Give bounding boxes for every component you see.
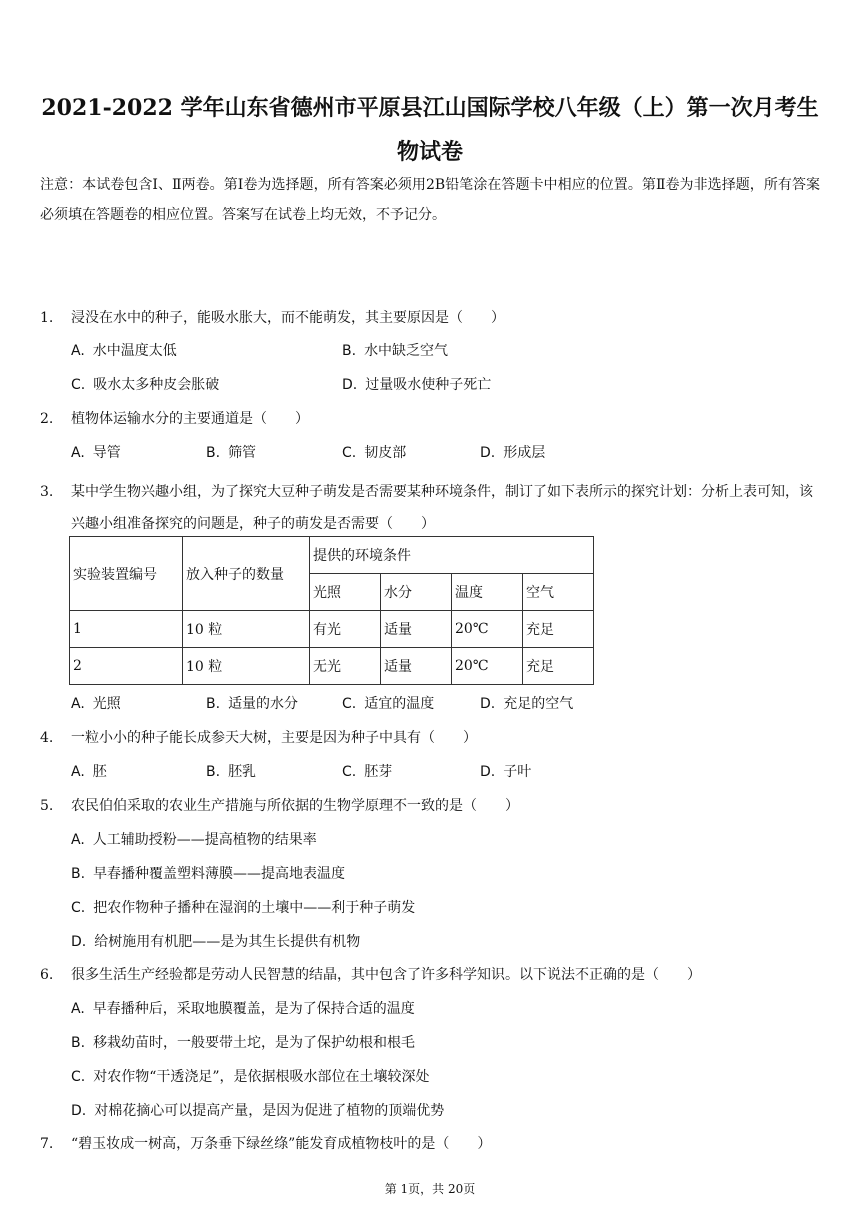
table-cell: 无光	[310, 648, 381, 685]
table-header-cell: 实验装置编号	[70, 537, 183, 611]
question-4-option-b: B. 胚乳	[206, 764, 257, 780]
title-line-1: 2021-2022 学年山东省德州市平原县江山国际学校八年级（上）第一次月考生	[41, 95, 819, 121]
exam-title	[40, 86, 820, 174]
table-cell: 20℃	[452, 648, 523, 685]
question-5-option-b: B. 早春播种覆盖塑料薄膜——提高地表温度	[71, 866, 346, 882]
table-cell: 20℃	[452, 611, 523, 648]
question-1-option-c: C. 吸水太多种皮会胀破	[71, 377, 220, 393]
table-subheader-cell: 光照	[310, 574, 381, 611]
exam-notice: 注意：本试卷包含Ⅰ、Ⅱ两卷。第Ⅰ卷为选择题，所有答案必须用2B铅笔涂在答题卡中相应的位置。第Ⅱ卷为非选择题，所有答案必须填在答题卷的相应位置。答案写在试卷上均无效，不予记分。	[40, 177, 820, 223]
question-number: 5.	[40, 798, 54, 814]
question-1-option-b: B. 水中缺乏空气	[342, 343, 449, 359]
question-6-option-c: C. 对农作物“干透浇足”，是依据根吸水部位在土壤较深处	[71, 1069, 430, 1085]
question-2-option-a: A. 导管	[71, 445, 121, 461]
question-5-option-c: C. 把农作物种子播种在湿润的土壤中——利于种子萌发	[71, 900, 416, 916]
question-5-option-d: D. 给树施用有机肥——是为其生长提供有机物	[71, 934, 361, 950]
table-row	[70, 648, 594, 685]
table-cell: 适量	[381, 648, 452, 685]
question-6-option-b: B. 移栽幼苗时，一般要带土坨，是为了保护幼根和根毛	[71, 1035, 416, 1051]
page-footer: 第 1页，共 20页	[384, 1182, 476, 1196]
question-text: 农民伯伯采取的农业生产措施与所依据的生物学原理不一致的是（ ）	[71, 798, 519, 814]
question-text: 某中学生物兴趣小组，为了探究大豆种子萌发是否需要某种环境条件，制订了如下表所示的探究计划：分析上表可知，该兴趣小组准备探究的问题是，种子的萌发是否需要（ ）	[71, 484, 813, 532]
question-6-option-d: D. 对棉花摘心可以提高产量，是因为促进了植物的顶端优势	[71, 1103, 445, 1119]
table-header-cell: 放入种子的数量	[183, 537, 310, 611]
table-subheader-cell: 温度	[452, 574, 523, 611]
question-text: 植物体运输水分的主要通道是（ ）	[71, 411, 309, 427]
table-row	[70, 611, 594, 648]
title-line-2: 物试卷	[396, 139, 463, 165]
question-4-option-a: A. 胚	[71, 764, 107, 780]
question-3-option-a: A. 光照	[71, 696, 121, 712]
table-header-cell: 提供的环境条件	[310, 537, 594, 574]
experiment-table	[69, 536, 594, 685]
question-2-option-c: C. 韧皮部	[342, 445, 407, 461]
table-subheader-cell: 水分	[381, 574, 452, 611]
question-text: 一粒小小的种子能长成参天大树，主要是因为种子中具有（ ）	[71, 730, 477, 746]
question-text: 浸没在水中的种子，能吸水胀大，而不能萌发，其主要原因是（ ）	[71, 310, 505, 326]
question-4-option-d: D. 子叶	[480, 764, 532, 780]
table-cell: 充足	[523, 611, 594, 648]
table-cell: 充足	[523, 648, 594, 685]
question-text: 很多生活生产经验都是劳动人民智慧的结晶，其中包含了许多科学知识。以下说法不正确的是（ ）	[71, 967, 701, 983]
question-3-option-d: D. 充足的空气	[480, 696, 574, 712]
table-cell: 1	[70, 611, 183, 648]
question-4-option-c: C. 胚芽	[342, 764, 393, 780]
question-2-option-d: D. 形成层	[480, 445, 546, 461]
question-2-option-b: B. 筛管	[206, 445, 257, 461]
question-5-option-a: A. 人工辅助授粉——提高植物的结果率	[71, 832, 317, 848]
table-cell: 10 粒	[183, 611, 310, 648]
question-text: “碧玉妆成一树高，万条垂下绿丝绦”能发育成植物枝叶的是（ ）	[71, 1136, 492, 1152]
question-1-option-a: A. 水中温度太低	[71, 343, 177, 359]
question-number: 6.	[40, 967, 54, 983]
question-number: 2.	[40, 411, 54, 427]
question-number: 1.	[40, 310, 54, 326]
table-cell: 有光	[310, 611, 381, 648]
question-number: 4.	[40, 730, 54, 746]
table-subheader-cell: 空气	[523, 574, 594, 611]
table-cell: 2	[70, 648, 183, 685]
question-number: 7.	[40, 1136, 54, 1152]
question-number: 3.	[40, 484, 54, 500]
table-cell: 10 粒	[183, 648, 310, 685]
question-3-option-b: B. 适量的水分	[206, 696, 299, 712]
table-cell: 适量	[381, 611, 452, 648]
question-6-option-a: A. 早春播种后，采取地膜覆盖，是为了保持合适的温度	[71, 1001, 415, 1017]
question-1-option-d: D. 过量吸水使种子死亡	[342, 377, 492, 393]
table-header-row	[70, 537, 594, 574]
question-3-option-c: C. 适宜的温度	[342, 696, 435, 712]
